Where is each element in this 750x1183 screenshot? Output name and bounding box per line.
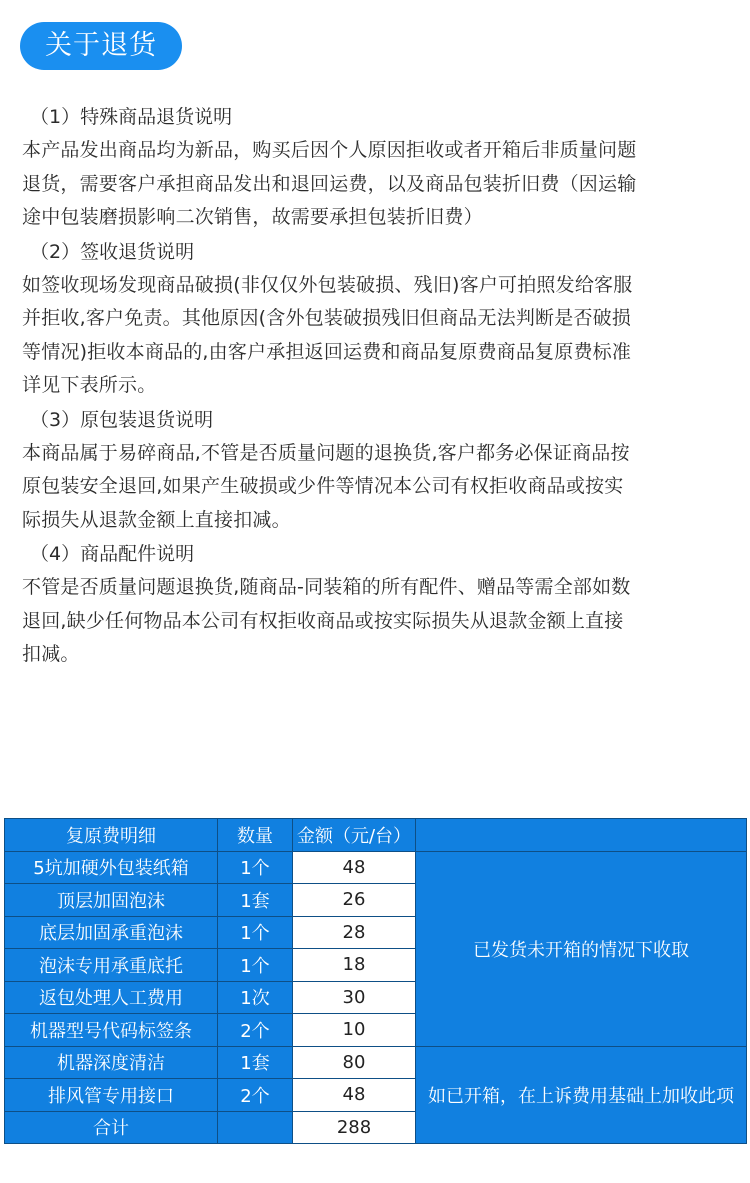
row-amount: 28	[293, 916, 416, 949]
row-item: 返包处理人工费用	[5, 981, 218, 1014]
row-amount: 18	[293, 949, 416, 982]
section-line: 详见下表所示。	[22, 374, 157, 396]
section-line: 等情况)拒收本商品的,由客户承担返回运费和商品复原费商品复原费标准	[22, 340, 632, 363]
section-line: 如签收现场发现商品破损(非仅仅外包装破损、残旧)客户可拍照发给客服	[22, 273, 633, 296]
section-accessories	[22, 537, 734, 672]
section-title: （3）原包装退货说明	[30, 408, 214, 431]
section-title: （4）商品配件说明	[30, 543, 195, 565]
row-item: 泡沫专用承重底托	[5, 949, 218, 982]
note-opened: 如已开箱，在上诉费用基础上加收此项	[416, 1046, 747, 1144]
header-amount: 金额（元/台）	[293, 819, 416, 852]
section-title: （1）特殊商品退货说明	[30, 106, 233, 128]
row-qty: 1套	[218, 1046, 293, 1079]
row-item: 机器深度清洁	[5, 1046, 218, 1079]
section-line: 并拒收,客户免责。其他原因(含外包装破损残旧但商品无法判断是否破损	[22, 307, 632, 329]
row-amount: 26	[293, 884, 416, 917]
header-item: 复原费明细	[5, 819, 218, 852]
page-title-pill: 关于退货	[20, 22, 182, 70]
section-line: 途中包装磨损影响二次销售，故需要承担包装折旧费）	[22, 206, 483, 228]
section-line: 原包装安全退回,如果产生破损或少件等情况本公司有权拒收商品或按实	[22, 475, 624, 497]
row-item: 底层加固承重泡沫	[5, 916, 218, 949]
row-qty: 2个	[218, 1014, 293, 1047]
row-amount: 10	[293, 1014, 416, 1047]
row-item: 顶层加固泡沫	[5, 884, 218, 917]
restoration-fee-table	[4, 818, 747, 1144]
section-line: 退回,缺少任何物品本公司有权拒收商品或按实际损失从退款金额上直接	[22, 609, 624, 632]
row-qty: 1次	[218, 981, 293, 1014]
table-row	[5, 1046, 747, 1079]
row-amount: 80	[293, 1046, 416, 1079]
row-amount: 48	[293, 1079, 416, 1112]
row-qty: 1套	[218, 884, 293, 917]
header-qty: 数量	[218, 819, 293, 852]
section-line: 不管是否质量问题退换货,随商品-同装箱的所有配件、赠品等需全部如数	[22, 576, 631, 598]
header-note	[416, 819, 747, 852]
row-qty: 1个	[218, 851, 293, 884]
return-policy-content	[22, 100, 734, 672]
section-line: 本商品属于易碎商品,不管是否质量问题的退换货,客户都务必保证商品按	[22, 441, 630, 464]
note-unopened: 已发货未开箱的情况下收取	[416, 851, 747, 1046]
total-label: 合计	[5, 1111, 218, 1144]
section-original-packaging	[22, 403, 734, 538]
section-signing-return	[22, 235, 734, 403]
section-line: 本产品发出商品均为新品，购买后因个人原因拒收或者开箱后非质量问题	[22, 139, 637, 161]
table-row	[5, 851, 747, 884]
total-qty	[218, 1111, 293, 1144]
row-amount: 48	[293, 851, 416, 884]
row-item: 5坑加硬外包装纸箱	[5, 851, 218, 884]
row-qty: 2个	[218, 1079, 293, 1112]
total-amount: 288	[293, 1111, 416, 1144]
row-amount: 30	[293, 981, 416, 1014]
section-line: 际损失从退款金额上直接扣减。	[22, 508, 291, 531]
section-line: 扣减。	[22, 643, 80, 665]
section-line: 退货，需要客户承担商品发出和退回运费，以及商品包装折旧费（因运输	[22, 172, 637, 195]
row-qty: 1个	[218, 916, 293, 949]
row-item: 机器型号代码标签条	[5, 1014, 218, 1047]
section-title: （2）签收退货说明	[30, 240, 195, 263]
row-qty: 1个	[218, 949, 293, 982]
table-header-row	[5, 819, 747, 852]
row-item: 排风管专用接口	[5, 1079, 218, 1112]
section-special-goods	[22, 100, 734, 235]
